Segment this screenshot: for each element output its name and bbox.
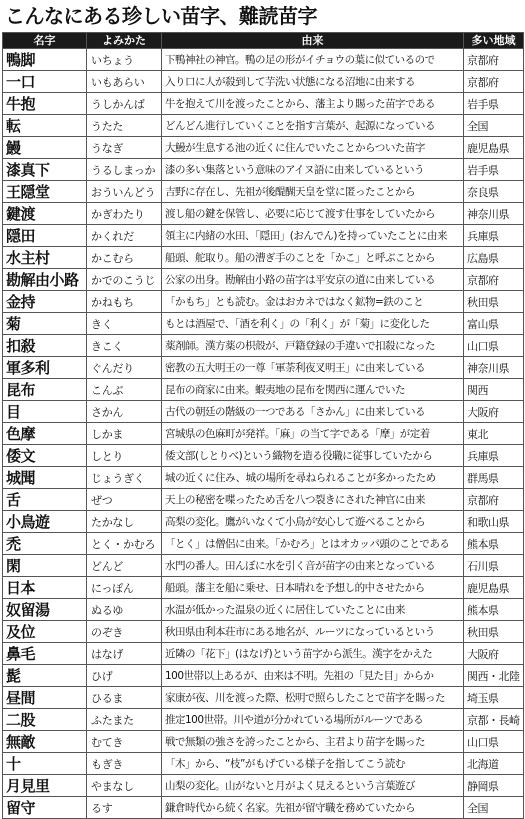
cell-reading: はなげ <box>87 643 162 665</box>
cell-region: 大阪府 <box>464 643 524 665</box>
cell-name: 昆布 <box>3 379 87 401</box>
cell-reading: ぬるゆ <box>87 599 162 621</box>
cell-name: 髭 <box>3 665 87 687</box>
cell-region: 富山県 <box>464 313 524 335</box>
cell-reading: いもあらい <box>87 71 162 93</box>
cell-name: 城聞 <box>3 467 87 489</box>
cell-origin: 戦で無類の強さを誇ったことから、主君より苗字を賜った <box>162 731 464 753</box>
cell-origin: 秋田県由利本荘市にある地名が、ルーツになっているという <box>162 621 464 643</box>
cell-region: 岩手県 <box>464 93 524 115</box>
cell-name: 昼間 <box>3 687 87 709</box>
cell-region: 京都・長崎 <box>464 709 524 731</box>
table-row <box>3 357 524 379</box>
cell-region: 京都府 <box>464 489 524 511</box>
cell-name: 禿 <box>3 533 87 555</box>
cell-origin: 「かもち」とも読む。金はおカネではなく鉱物=鉄のこと <box>162 291 464 313</box>
cell-name: 一口 <box>3 71 87 93</box>
cell-name: 水主村 <box>3 247 87 269</box>
cell-reading: うたた <box>87 115 162 137</box>
cell-origin: 薬剤師。漢方薬の枳殻が、戸籍登録の手違いで扣殺になった <box>162 335 464 357</box>
cell-origin: 下鴨神社の神官。鴨の足の形がイチョウの葉に似ているので <box>162 49 464 71</box>
table-row <box>3 489 524 511</box>
table-row <box>3 115 524 137</box>
cell-region: 和歌山県 <box>464 511 524 533</box>
cell-name: 十 <box>3 753 87 775</box>
cell-origin: どんどん進行していくことを指す言葉が、起源になっている <box>162 115 464 137</box>
cell-origin: 近隣の「花下」(はなげ)という苗字から派生。漢字をかえた <box>162 643 464 665</box>
table-row <box>3 291 524 313</box>
cell-name: 軍多利 <box>3 357 87 379</box>
table-row <box>3 401 524 423</box>
table-row <box>3 445 524 467</box>
cell-origin: 密教の五大明王の一尊「軍荼利夜叉明王」に由来している <box>162 357 464 379</box>
cell-origin: 倭文部(しとりべ)という織物を造る役職に従事していたから <box>162 445 464 467</box>
cell-region: 京都府 <box>464 49 524 71</box>
cell-name: 倭文 <box>3 445 87 467</box>
table-row <box>3 313 524 335</box>
cell-reading: ひるま <box>87 687 162 709</box>
table-row <box>3 555 524 577</box>
cell-origin: 船頭、舵取り。船の漕ぎ手のことを「かこ」と呼ぶことから <box>162 247 464 269</box>
cell-name: 舌 <box>3 489 87 511</box>
cell-reading: きく <box>87 313 162 335</box>
cell-reading: じょうぎく <box>87 467 162 489</box>
cell-reading: かくれだ <box>87 225 162 247</box>
cell-region: 鹿児島県 <box>464 137 524 159</box>
cell-reading: のぞき <box>87 621 162 643</box>
cell-region: 全国 <box>464 115 524 137</box>
cell-reading: しとり <box>87 445 162 467</box>
cell-region: 鹿児島県 <box>464 577 524 599</box>
cell-reading: ふたまた <box>87 709 162 731</box>
table-row <box>3 797 524 819</box>
cell-origin: 船頭。藩主を船に乗せ、日本晴れを予想し的中させたから <box>162 577 464 599</box>
cell-reading: にっぽん <box>87 577 162 599</box>
cell-reading: たかなし <box>87 511 162 533</box>
cell-origin: 公家の出身。勘解由小路の苗字は平安京の道に由来している <box>162 269 464 291</box>
cell-name: 勘解由小路 <box>3 269 87 291</box>
cell-region: 兵庫県 <box>464 225 524 247</box>
cell-region: 東北 <box>464 423 524 445</box>
cell-origin: 鎌倉時代から続く名家。先祖が留守職を務めていたから <box>162 797 464 819</box>
cell-name: 目 <box>3 401 87 423</box>
cell-origin: 漆の多い集落という意味のアイヌ語に由来しているという <box>162 159 464 181</box>
cell-name: 隠田 <box>3 225 87 247</box>
cell-origin: 古代の朝廷の階級の一つである「さかん」に由来している <box>162 401 464 423</box>
cell-region: 兵庫県 <box>464 445 524 467</box>
cell-origin: 渡し船の鍵を保管し、必要に応じて渡す仕事をしていたから <box>162 203 464 225</box>
cell-name: 日本 <box>3 577 87 599</box>
cell-origin: 水温が低かった温泉の近くに居住していたことに由来 <box>162 599 464 621</box>
cell-region: 群馬県 <box>464 467 524 489</box>
cell-region: 山口県 <box>464 731 524 753</box>
cell-reading: どんど <box>87 555 162 577</box>
cell-name: 留守 <box>3 797 87 819</box>
cell-reading: うしかんば <box>87 93 162 115</box>
table-row <box>3 247 524 269</box>
cell-reading: しかま <box>87 423 162 445</box>
cell-region: 熊本県 <box>464 533 524 555</box>
cell-reading: かぎわたり <box>87 203 162 225</box>
table-row <box>3 753 524 775</box>
cell-origin: 昆布の商家に由来。蝦夷地の昆布を関西に運んでいた <box>162 379 464 401</box>
cell-name: 月見里 <box>3 775 87 797</box>
cell-origin: 「とく」は僧侶に由来。「かむろ」とはオカッパ頭のことである <box>162 533 464 555</box>
header-name: 名字 <box>3 33 87 49</box>
cell-region: 北海道 <box>464 753 524 775</box>
cell-reading: むてき <box>87 731 162 753</box>
cell-origin: 家康が夜、川を渡った際、松明で照らしたことで苗字を賜った <box>162 687 464 709</box>
cell-region: 秋田県 <box>464 621 524 643</box>
surname-table <box>2 32 524 819</box>
table-row <box>3 225 524 247</box>
table-row <box>3 533 524 555</box>
cell-name: 色摩 <box>3 423 87 445</box>
cell-name: 菊 <box>3 313 87 335</box>
cell-reading: かでのこうじ <box>87 269 162 291</box>
cell-name: 鰻 <box>3 137 87 159</box>
table-row <box>3 731 524 753</box>
cell-origin: 大鰻が生息する池の近くに住んでいたことからついた苗字 <box>162 137 464 159</box>
cell-region: 京都府 <box>464 269 524 291</box>
table-row <box>3 71 524 93</box>
cell-name: 漆真下 <box>3 159 87 181</box>
cell-region: 奈良県 <box>464 181 524 203</box>
table-row <box>3 269 524 291</box>
cell-name: 小鳥遊 <box>3 511 87 533</box>
table-row <box>3 423 524 445</box>
cell-origin: 「木」から、“枝”がもげている様子を指してこう読む <box>162 753 464 775</box>
cell-origin: 吉野に存在し、先祖が後醍醐天皇を堂に匿ったことから <box>162 181 464 203</box>
cell-reading: いちょう <box>87 49 162 71</box>
cell-region: 関西 <box>464 379 524 401</box>
cell-origin: 高梨の変化。鷹がいなくて小鳥が安心して遊べることから <box>162 511 464 533</box>
table-row <box>3 49 524 71</box>
cell-name: 金持 <box>3 291 87 313</box>
table-row <box>3 599 524 621</box>
cell-origin: もとは酒屋で、「酒を利く」の「利く」が「菊」に変化した <box>162 313 464 335</box>
cell-region: 広島県 <box>464 247 524 269</box>
cell-origin: 100世帯以上あるが、由来は不明。先祖の「見た目」からか <box>162 665 464 687</box>
cell-region: 秋田県 <box>464 291 524 313</box>
table-row <box>3 335 524 357</box>
table-row <box>3 577 524 599</box>
cell-region: 神奈川県 <box>464 357 524 379</box>
table-row <box>3 93 524 115</box>
cell-reading: かねもち <box>87 291 162 313</box>
cell-reading: ひげ <box>87 665 162 687</box>
cell-name: 二股 <box>3 709 87 731</box>
cell-name: 王隠堂 <box>3 181 87 203</box>
table-row <box>3 775 524 797</box>
cell-reading: ぐんだり <box>87 357 162 379</box>
cell-reading: さかん <box>87 401 162 423</box>
cell-reading: もぎき <box>87 753 162 775</box>
cell-origin: 城の近くに住み、城の場所を尋ねられることが多かったため <box>162 467 464 489</box>
cell-origin: 天上の秘密を喋ったため舌を八つ裂きにされた神官に由来 <box>162 489 464 511</box>
cell-origin: 領主に内緒の水田、「隠田」(おんでん)を持っていたことに由来 <box>162 225 464 247</box>
cell-reading: やまなし <box>87 775 162 797</box>
cell-reading: うるしまっか <box>87 159 162 181</box>
table-row <box>3 379 524 401</box>
cell-name: 閑 <box>3 555 87 577</box>
cell-reading: こんぶ <box>87 379 162 401</box>
cell-name: 奴留湯 <box>3 599 87 621</box>
cell-name: 鍵渡 <box>3 203 87 225</box>
table-row <box>3 467 524 489</box>
cell-name: 牛抱 <box>3 93 87 115</box>
cell-region: 京都府 <box>464 71 524 93</box>
cell-origin: 山梨の変化。山がないと月がよく見えるという言葉遊び <box>162 775 464 797</box>
table-row <box>3 687 524 709</box>
cell-name: 鴨脚 <box>3 49 87 71</box>
header-region: 多い地域 <box>464 33 524 49</box>
cell-region: 石川県 <box>464 555 524 577</box>
table-row <box>3 643 524 665</box>
cell-reading: おういんどう <box>87 181 162 203</box>
cell-origin: 入り口に人が殺到して芋洗い状態になる沼地に由来する <box>162 71 464 93</box>
cell-region: 熊本県 <box>464 599 524 621</box>
cell-region: 岩手県 <box>464 159 524 181</box>
cell-region: 神奈川県 <box>464 203 524 225</box>
table-row <box>3 665 524 687</box>
cell-reading: かこむら <box>87 247 162 269</box>
cell-name: 転 <box>3 115 87 137</box>
cell-name: 無敵 <box>3 731 87 753</box>
cell-origin: 牛を抱えて川を渡ったことから、藩主より賜った苗字である <box>162 93 464 115</box>
page-title: こんなにある珍しい苗字、難読苗字 <box>5 4 317 28</box>
table-header-row <box>3 33 524 49</box>
header-origin: 由来 <box>162 33 464 49</box>
table-row <box>3 159 524 181</box>
cell-reading: うなぎ <box>87 137 162 159</box>
cell-region: 埼玉県 <box>464 687 524 709</box>
cell-origin: 水門の番人。田んぼに水を引く音が苗字の由来となっている <box>162 555 464 577</box>
cell-name: 扣殺 <box>3 335 87 357</box>
cell-name: 鼻毛 <box>3 643 87 665</box>
cell-origin: 宮城県の色麻町が発祥。「麻」の当て字である「摩」が定着 <box>162 423 464 445</box>
cell-region: 静岡県 <box>464 775 524 797</box>
table-row <box>3 203 524 225</box>
table-row <box>3 137 524 159</box>
cell-reading: とく・かむろ <box>87 533 162 555</box>
cell-region: 山口県 <box>464 335 524 357</box>
cell-reading: るす <box>87 797 162 819</box>
table-row <box>3 621 524 643</box>
cell-reading: きこく <box>87 335 162 357</box>
cell-region: 全国 <box>464 797 524 819</box>
table-row <box>3 181 524 203</box>
cell-region: 関西・北陸 <box>464 665 524 687</box>
table-row <box>3 709 524 731</box>
cell-origin: 推定100世帯。川や道が分かれている場所がルーツである <box>162 709 464 731</box>
cell-reading: ぜつ <box>87 489 162 511</box>
table-row <box>3 511 524 533</box>
cell-region: 大阪府 <box>464 401 524 423</box>
cell-name: 及位 <box>3 621 87 643</box>
header-reading: よみかた <box>87 33 162 49</box>
